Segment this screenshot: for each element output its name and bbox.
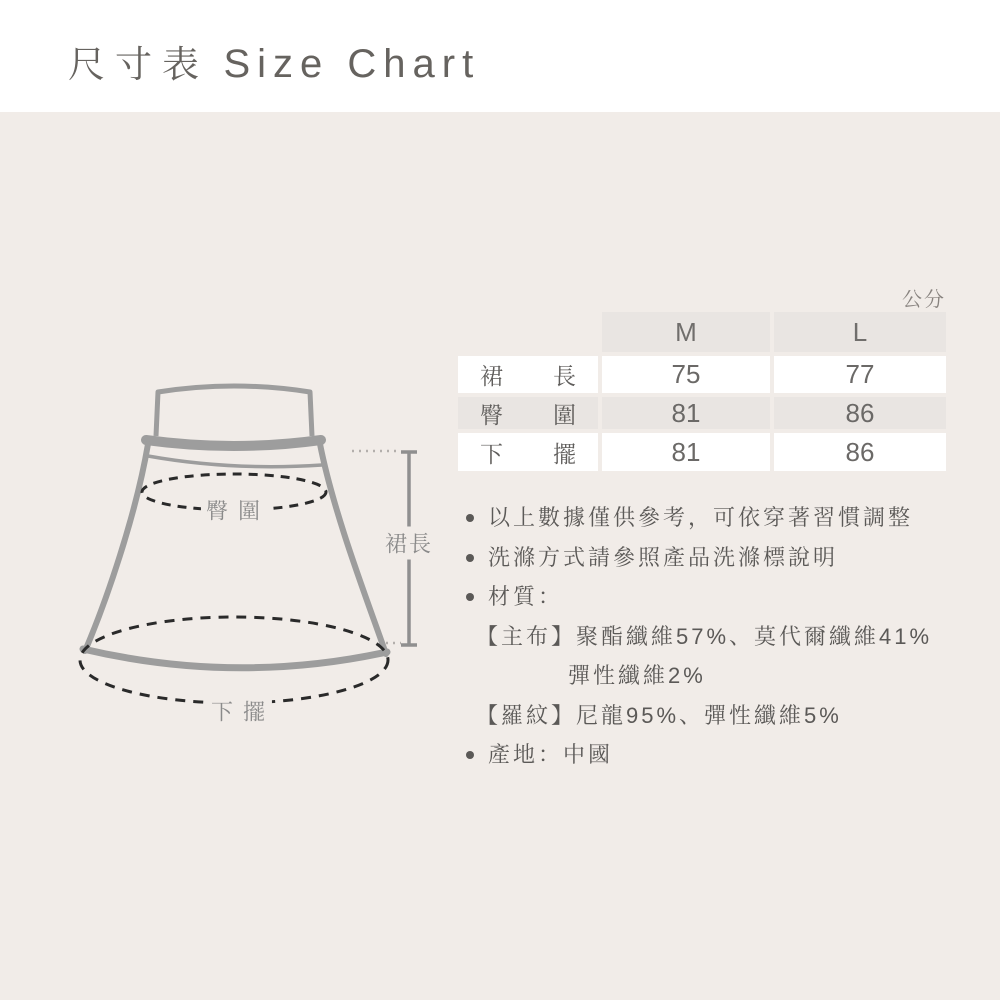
size-col-header-l: L — [774, 312, 946, 352]
note-item-rib — [460, 696, 970, 736]
row-label-hip — [458, 397, 598, 429]
size-table — [458, 312, 946, 471]
hip-label: 臀 圍 — [201, 494, 267, 527]
hem-label: 下 擺 — [206, 695, 272, 728]
note-text: 洗滌方式請參照產品洗滌標說明 — [488, 544, 839, 570]
note-text: 【主布】聚酯纖維57%、莫代爾纖維41% — [476, 623, 933, 649]
notes-list — [460, 498, 970, 775]
row-label-char: 長 — [553, 363, 576, 389]
row-label-char: 裙 — [480, 363, 503, 389]
waist-band-path — [146, 440, 321, 446]
bullet-dot-icon — [466, 593, 474, 601]
left-edge-path — [85, 444, 148, 651]
value-skirt-length-l: 77 — [774, 356, 946, 393]
row-label-char: 下 — [480, 440, 503, 467]
row-label-char: 圍 — [553, 401, 576, 428]
page-title — [68, 34, 480, 88]
row-label-char: 臀 — [480, 401, 503, 428]
value-hip-m: 81 — [602, 397, 770, 429]
unit-label: 公分 — [902, 289, 946, 311]
row-label-skirt-length — [458, 356, 598, 393]
page-header — [0, 0, 1000, 112]
note-text: 【羅紋】尼龍95%、彈性纖維5% — [476, 702, 842, 728]
note-item-origin — [460, 735, 970, 775]
skirt-length-label: 裙長 — [380, 527, 438, 560]
size-col-header-m: M — [602, 312, 770, 352]
note-text: 以上數據僅供參考，可依穿著習慣調整 — [488, 505, 914, 530]
note-item-elastic — [460, 656, 970, 696]
value-hem-l: 86 — [774, 433, 946, 471]
value-skirt-length-m: 75 — [602, 356, 770, 393]
hem-path — [83, 649, 387, 668]
note-item-washing — [460, 538, 970, 578]
bullet-dot-icon — [466, 751, 474, 759]
value-hip-l: 86 — [774, 397, 946, 429]
row-label-char: 擺 — [553, 440, 576, 467]
row-label-hem — [458, 433, 598, 471]
waistband-path — [156, 386, 312, 436]
size-table-corner-cell — [458, 312, 598, 352]
bullet-dot-icon — [466, 514, 474, 522]
note-item-material — [460, 577, 970, 617]
value-hem-m: 81 — [602, 433, 770, 471]
yoke-seam-path — [148, 456, 322, 467]
page-title-en: Size Chart — [223, 42, 481, 86]
note-item-reference — [460, 498, 970, 538]
page-title-zh: 尺寸表 — [68, 44, 209, 85]
bullet-dot-icon — [466, 554, 474, 562]
right-edge-path — [320, 444, 386, 654]
note-text: 彈性纖維2% — [568, 663, 706, 688]
note-item-main-fabric — [460, 617, 970, 657]
note-text: 產地：中國 — [488, 742, 614, 767]
note-text: 材質： — [488, 584, 564, 609]
